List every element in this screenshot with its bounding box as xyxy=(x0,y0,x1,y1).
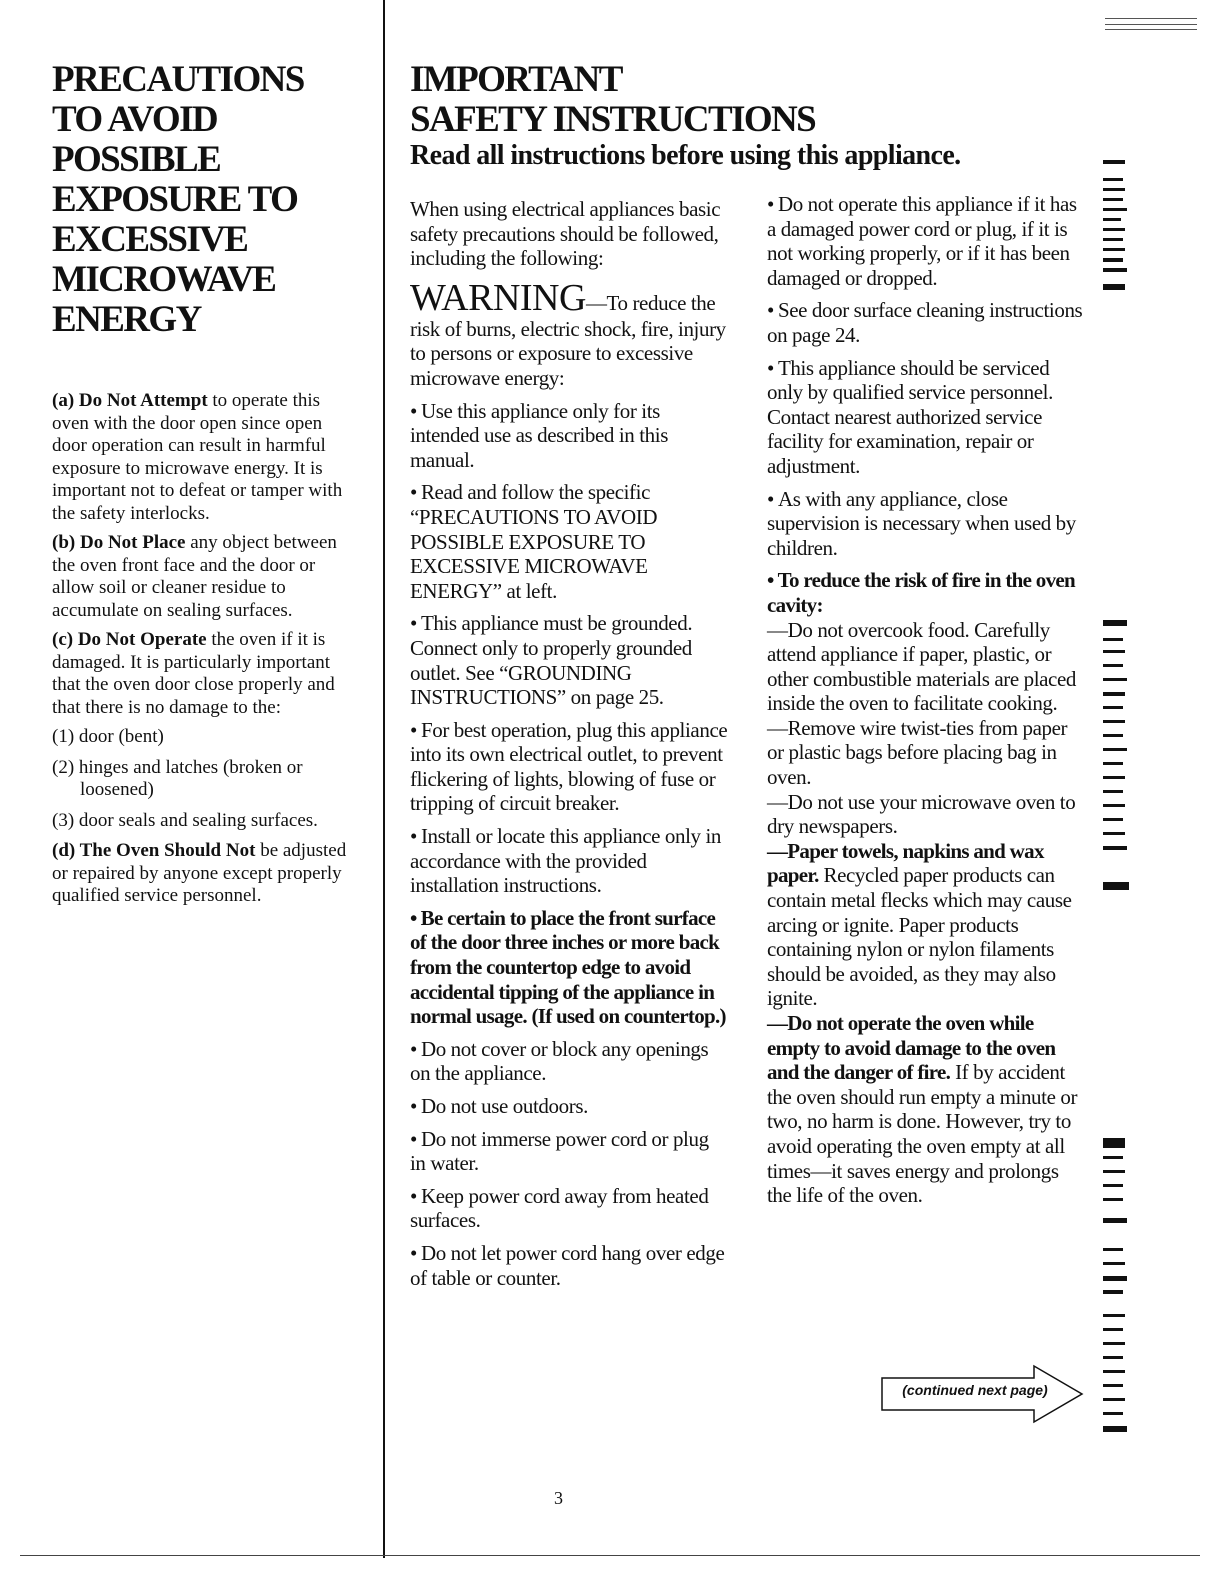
fire-heading: • To reduce the risk of fire in the oven cavity: xyxy=(767,568,1075,617)
safety-subtitle: Read all instructions before using this appliance. xyxy=(410,140,961,171)
intro-text: When using electrical appliances basic safety precautions should be followed, including the following: xyxy=(410,197,721,271)
left-column xyxy=(52,60,357,915)
list-item: • This appliance must be grounded. Connect only to properly grounded outlet. See “GROUNDING INSTRUCTIONS” on page 25. xyxy=(410,611,693,710)
list-item: • Keep power cord away from heated surfaces. xyxy=(410,1183,709,1233)
damage-item: (3) door seals and sealing surfaces. xyxy=(52,809,318,831)
list-item: • Read and follow the specific “PRECAUTIONS TO AVOID POSSIBLE EXPOSURE TO EXCESSIVE MICROWAVE ENERGY” at left. xyxy=(410,480,658,603)
corner-rule xyxy=(1105,24,1197,25)
fire-item-paper: —Paper towels, napkins and wax paper. Recycled paper products can contain metal flecks which may cause arcing or ignite. Paper products containing nylon or nylon filaments should be avoided, as they may also ignite. xyxy=(767,838,1072,1011)
fire-item-newspapers: —Do not use your microwave oven to dry newspapers. xyxy=(767,789,1076,839)
warning-paragraph: WARNING—To reduce the risk of burns, electric shock, fire, injury to persons or exposure to excessive microwave energy: xyxy=(410,276,726,390)
precaution-d: (d) The Oven Should Not be adjusted or repaired by anyone except properly qualified service personnel. xyxy=(52,840,347,906)
list-item: • As with any appliance, close supervision is necessary when used by children. xyxy=(767,486,1076,560)
list-item-bold: • Be certain to place the front surface of the door three inches or more back from the countertop edge to avoid accidental tipping of the appliance in normal usage. (If used on countertop.) xyxy=(410,905,726,1029)
list-item: • Do not immerse power cord or plug in water. xyxy=(410,1126,709,1176)
list-item: • See door surface cleaning instructions on page 24. xyxy=(767,298,1083,347)
continued-arrow xyxy=(880,1364,1090,1429)
damage-item: (2) hinges and latches (broken or loosened) xyxy=(52,756,303,800)
list-item: • Use this appliance only for its intended use as described in this manual. xyxy=(410,398,668,472)
list-item: • Do not operate this appliance if it has a damaged power cord or plug, if it is not working properly, or if it has been damaged or dropped. xyxy=(767,192,1077,290)
list-item: • Do not let power cord hang over edge of table or counter. xyxy=(410,1240,725,1290)
warning-word: WARNING xyxy=(410,276,586,319)
corner-rule xyxy=(1105,18,1197,19)
precaution-b: (b) Do Not Place any object between the oven front face and the door or allow soil or cleaner residue to accumulate on sealing surfaces. xyxy=(52,532,337,621)
fire-item-twist-ties: —Remove wire twist-ties from paper or plastic bags before placing bag in oven. xyxy=(767,715,1068,790)
safety-title: IMPORTANT SAFETY INSTRUCTIONS xyxy=(410,59,816,140)
precautions-title: PRECAUTIONS TO AVOID POSSIBLE EXPOSURE TO EXCESSIVE MICROWAVE ENERGY xyxy=(52,59,304,340)
list-item: • For best operation, plug this appliance into its own electrical outlet, to prevent flickering of lights, blowing of fuse or tripping of circuit breaker. xyxy=(410,717,728,816)
margin-marks xyxy=(1101,620,1141,905)
corner-rule xyxy=(1105,29,1197,30)
bottom-rule xyxy=(20,1555,1200,1556)
right-column xyxy=(767,192,1087,1208)
fire-item-empty: —Do not operate the oven while empty to avoid damage to the oven and the danger of fire. If by accident the oven should run empty a minute or two, no harm is done. However, try to avoid operating the oven empty at all times—it saves energy and prolongs the life of the oven. xyxy=(767,1011,1078,1208)
page-number: 3 xyxy=(554,1488,563,1508)
list-item: • This appliance should be serviced only by qualified service personnel. Contact nearest authorized service facility for examination, repair or adjustment. xyxy=(767,355,1053,478)
fire-item-overcook: —Do not overcook food. Carefully attend appliance if paper, plastic, or other combustible materials are placed inside the oven to facilitate cooking. xyxy=(767,617,1076,716)
list-item: • Install or locate this appliance only in accordance with the provided installation instructions. xyxy=(410,824,722,898)
column-divider xyxy=(383,0,385,1558)
precaution-c: (c) Do Not Operate the oven if it is damaged. It is particularly important that the oven door close properly and that there is no damage to the: xyxy=(52,629,335,718)
middle-column xyxy=(410,197,728,1298)
damage-item: (1) door (bent) xyxy=(52,726,164,747)
list-item: • Do not use outdoors. xyxy=(410,1094,588,1118)
margin-marks xyxy=(1101,160,1141,305)
precaution-a: (a) Do Not Attempt to operate this oven with the door open since open door operation can result in harmful exposure to microwave energy. It is important not to defeat or tamper with the safety interlocks. xyxy=(52,390,343,524)
list-item: • Do not cover or block any openings on the appliance. xyxy=(410,1036,709,1086)
margin-marks xyxy=(1101,1138,1141,1453)
continued-label: (continued next page) xyxy=(902,1382,1048,1398)
